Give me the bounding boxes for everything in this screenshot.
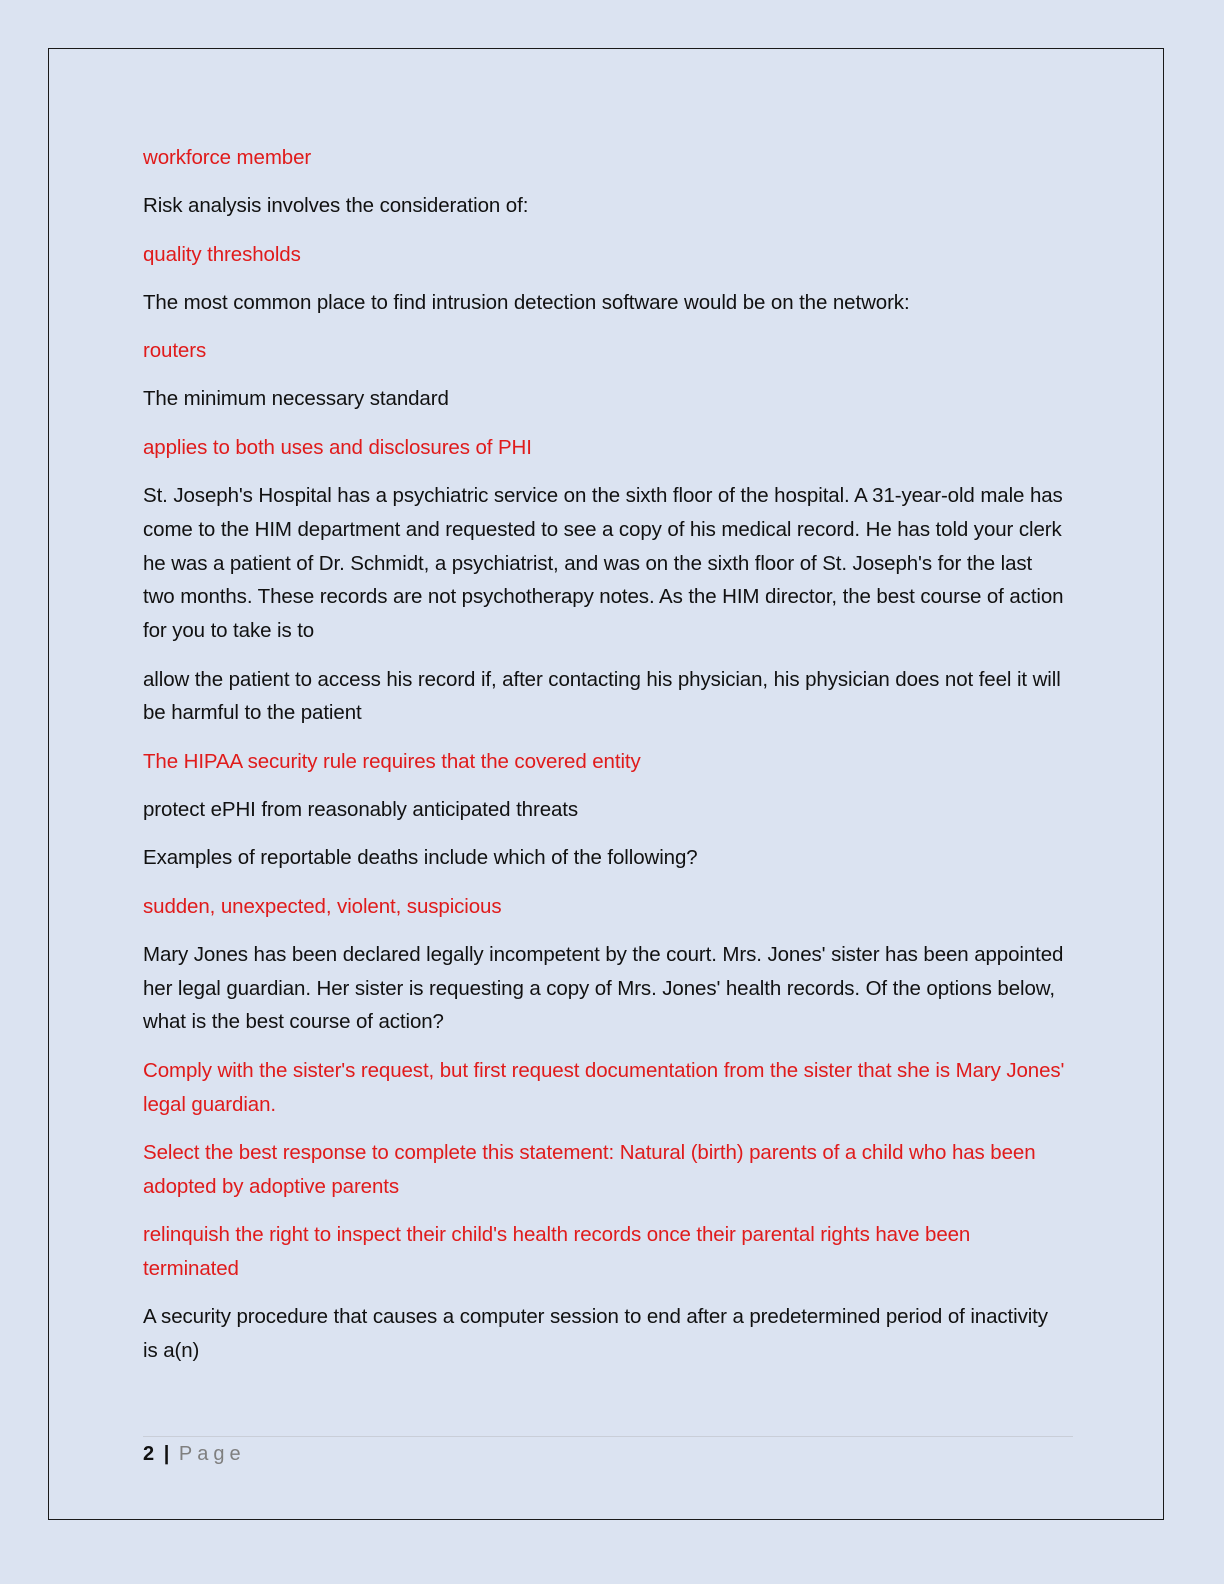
paragraph: allow the patient to access his record if, after contacting his physician, his physician does not feel it will be harmful to the patient: [143, 667, 1061, 725]
paragraph: Select the best response to complete this statement: Natural (birth) parents of a child who has been adopted by adoptive parents: [143, 1140, 1036, 1198]
paragraph: St. Joseph's Hospital has a psychiatric service on the sixth floor of the hospital. A 31-year-old male has come to the HIM department and requested to see a copy of his medical record. He has told your clerk he was a patient of Dr. Schmidt, a psychiatrist, and was on the sixth floor of St. Joseph's for the last two months. These records are not psychotherapy notes. As the HIM director, the best course of action for you to take is to: [143, 484, 1064, 643]
paragraph: Risk analysis involves the consideration of:: [143, 194, 529, 218]
paragraph: relinquish the right to inspect their child's health records once their parental rights have been terminated: [143, 1222, 971, 1280]
page-number: 2: [143, 1443, 155, 1465]
paragraph: The minimum necessary standard: [143, 387, 449, 411]
paragraph: workforce member: [143, 146, 312, 169]
paragraph: Examples of reportable deaths include which of the following?: [143, 846, 698, 870]
document-body: [143, 141, 1068, 1382]
footer-separator: |: [163, 1443, 170, 1465]
paragraph: routers: [143, 339, 207, 363]
paragraph: A security procedure that causes a computer session to end after a predetermined period of inactivity is a(n): [143, 1305, 1048, 1362]
footer-divider: [143, 1436, 1073, 1437]
paragraph: sudden, unexpected, violent, suspicious: [143, 894, 502, 918]
paragraph: quality thresholds: [143, 242, 301, 266]
paragraph: The HIPAA security rule requires that the covered entity: [143, 749, 641, 773]
page-footer: [143, 1440, 246, 1468]
page-label: Page: [178, 1443, 246, 1465]
paragraph: protect ePHI from reasonably anticipated threats: [143, 797, 579, 821]
paragraph: Comply with the sister's request, but first request documentation from the sister that she is Mary Jones' legal guardian.: [143, 1058, 1065, 1116]
paragraph: applies to both uses and disclosures of PHI: [143, 435, 532, 459]
paragraph: Mary Jones has been declared legally incompetent by the court. Mrs. Jones' sister has been appointed her legal guardian. Her sister is requesting a copy of Mrs. Jones' health records. Of the options below, what is the best course of action?: [143, 942, 1064, 1034]
paragraph: The most common place to find intrusion detection software would be on the network:: [143, 290, 910, 314]
